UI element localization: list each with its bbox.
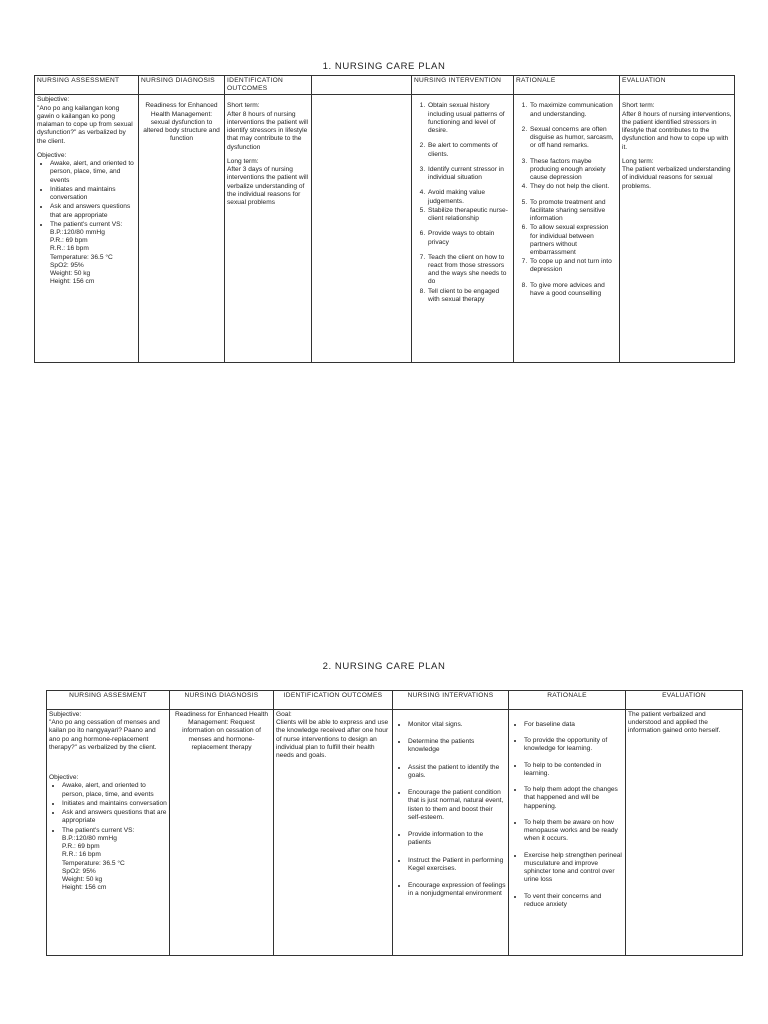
plan1-body-row bbox=[35, 95, 735, 363]
assessment-cell bbox=[47, 710, 170, 956]
rationale-item: 8. To give more advices and have a good counselling bbox=[529, 282, 617, 298]
vitals-heading: The patient's current VS: bbox=[50, 220, 123, 228]
rationale-item: • To vent their concerns and reduce anxiety bbox=[524, 893, 623, 909]
header-identification-outcomes: IDENTIFICATION OUTCOMES bbox=[274, 691, 393, 710]
intervention-item: 4. Avoid making value judgements. bbox=[427, 189, 511, 205]
evaluation-long-label: Long term: bbox=[622, 157, 654, 165]
vital-rr: R.R.: 16 bpm bbox=[50, 245, 89, 253]
rationale-item: • To help to be contended in learning. bbox=[524, 762, 623, 778]
header-nursing-diagnosis: NURSING DIAGNOSIS bbox=[139, 76, 225, 95]
intervention-item: 3. Identify current stressor in individual situation bbox=[427, 166, 511, 182]
intervention-item: 7. Teach the client on how to react from those stressors and the ways she needs to do bbox=[427, 254, 511, 287]
vital-temperature: Temperature: 36.5 °C bbox=[62, 859, 125, 867]
vital-height: Height: 156 cm bbox=[62, 884, 107, 892]
header-nursing-diagnosis: NURSING DIAGNOSIS bbox=[170, 691, 274, 710]
plan1-table bbox=[34, 75, 735, 363]
objective-label: Objective: bbox=[49, 774, 79, 782]
intervention-item: 5. Stabilize therapeutic nurse-client relationship bbox=[427, 207, 511, 223]
header-nursing-intervention: NURSING INTERVENTION bbox=[412, 76, 514, 95]
intervention-item: 8. Tell client to be engaged with sexual therapy bbox=[427, 288, 511, 304]
header-blank bbox=[312, 76, 412, 95]
intervention-list bbox=[414, 102, 511, 304]
intervention-item: • Assist the patient to identify the goals. bbox=[408, 764, 506, 780]
intervention-item: • Encourage the patient condition that is just normal, natural event, listen to them and boost their self-esteem. bbox=[408, 789, 506, 822]
vital-bp: B.P.:120/80 mmHg bbox=[50, 228, 105, 236]
rationale-item: 3. These factors maybe producing enough anxiety cause depression bbox=[529, 158, 617, 183]
objective-item bbox=[50, 221, 136, 287]
objective-item: • Initiates and maintains conversation bbox=[62, 800, 167, 808]
diagnosis-text: Readiness for Enhanced Health Management: Request information on cessation of menses and hormone-replacement therapy bbox=[174, 711, 269, 751]
vital-bp: B.P.:120/80 mmHg bbox=[62, 834, 117, 842]
evaluation-text: The patient verbalized and understood and applied the information gained onto herself. bbox=[628, 711, 721, 735]
diagnosis-text: Readiness for Enhanced Health Management: sexual dysfunction to altered body structure and function bbox=[143, 102, 220, 143]
vital-rr: R.R.: 16 bpm bbox=[62, 851, 101, 859]
intervention-item: • Provide information to the patients bbox=[408, 831, 506, 847]
interventions-cell bbox=[393, 710, 509, 956]
subjective-label: Subjective: bbox=[37, 96, 70, 104]
header-nursing-assessment: NURSING ASSESSMENT bbox=[35, 76, 139, 95]
diagnosis-cell bbox=[170, 710, 274, 956]
outcome-short-text: After 8 hours of nursing interventions the patient will identify stressors in lifestyle that may contribute to the dysfunction bbox=[227, 110, 309, 151]
vital-height: Height: 156 cm bbox=[50, 278, 95, 286]
outcome-long-text: After 3 days of nursing interventions the patient will verbalize understanding of the individual reasons for sexual problems bbox=[227, 166, 309, 207]
rationale-item: 5. To promote treatment and facilitate sharing sensitive information bbox=[529, 199, 617, 224]
intervention-item: • Instruct the Patient in performing Kegel exercises. bbox=[408, 857, 506, 873]
objective-item: • Awake, alert, and oriented to person, place, time, and events bbox=[62, 782, 167, 798]
intervention-item: • Encourage expression of feelings in a nonjudgmental environment bbox=[408, 882, 506, 898]
outcomes-cell bbox=[225, 95, 312, 363]
objective-item: • Initiates and maintains conversation bbox=[50, 186, 136, 202]
plan2-body-row bbox=[47, 710, 743, 956]
evaluation-cell bbox=[620, 95, 735, 363]
plan1-title: 1. NURSING CARE PLAN bbox=[322, 61, 446, 72]
goal-label: Goal: bbox=[276, 711, 292, 718]
objective-list bbox=[37, 160, 136, 287]
header-rationale: RATIONALE bbox=[514, 76, 620, 95]
vital-spo2: SpO2: 95% bbox=[62, 867, 96, 875]
rationale-item: 2. Sexual concerns are often disguise as humor, sarcasm, or off hand remarks. bbox=[529, 126, 617, 151]
outcome-short-label: Short term: bbox=[227, 102, 260, 110]
evaluation-short-label: Short term: bbox=[622, 102, 655, 110]
interventions-cell bbox=[412, 95, 514, 363]
rationale-item: • To help them be aware on how menopause works and be ready when it occurs. bbox=[524, 819, 623, 844]
evaluation-cell bbox=[626, 710, 743, 956]
intervention-item: 6. Provide ways to obtain privacy bbox=[427, 230, 511, 246]
vital-spo2: SpO2: 95% bbox=[50, 261, 84, 269]
subjective-label: Subjective: bbox=[49, 711, 82, 718]
plan1-header-row bbox=[35, 76, 735, 95]
header-rationale: RATIONALE bbox=[509, 691, 626, 710]
vitals-heading: The patient's current VS: bbox=[62, 826, 135, 834]
rationale-list bbox=[511, 721, 623, 909]
intervention-item: 2. Be alert to comments of clients. bbox=[427, 142, 511, 158]
rationale-item: 4. They do not help the client. bbox=[529, 183, 617, 191]
objective-item: • Ask and answers questions that are appropriate bbox=[62, 809, 167, 825]
rationale-item: • For baseline data bbox=[524, 721, 623, 729]
vital-pr: P.R.: 69 bpm bbox=[62, 843, 100, 851]
vital-weight: Weight: 50 kg bbox=[62, 875, 103, 883]
objective-item: • Ask and answers questions that are appropriate bbox=[50, 203, 136, 219]
header-nursing-intervations: NURSING INTERVATIONS bbox=[393, 691, 509, 710]
rationale-cell bbox=[509, 710, 626, 956]
plan2-header-row bbox=[47, 691, 743, 710]
rationale-item: 1. To maximize communication and understanding. bbox=[529, 102, 617, 118]
rationale-item: • To help them adopt the changes that happened and will be happening. bbox=[524, 786, 623, 811]
outcome-long-label: Long term: bbox=[227, 157, 259, 165]
header-nursing-assesment: NURSING ASSESMENT bbox=[47, 691, 170, 710]
rationale-item: • Exercise help strengthen perineal musculature and improve sphincter tone and control over urine loss bbox=[524, 852, 623, 885]
subjective-text: "Ano po ang cessation of menses and kailan po ito nangyayari? Paano and ano po ang hormone-replacement therapy?" as verbalized by the client. bbox=[49, 719, 160, 751]
intervention-list bbox=[395, 721, 506, 899]
plan2-title: 2. NURSING CARE PLAN bbox=[322, 661, 446, 672]
intervention-item: • Monitor vital signs. bbox=[408, 721, 506, 729]
objective-label: Objective: bbox=[37, 151, 67, 159]
header-identification-outcomes: IDENTIFICATION OUTCOMES bbox=[225, 76, 312, 95]
assessment-cell bbox=[35, 95, 139, 363]
rationale-item: • To provide the opportunity of knowledge for learning. bbox=[524, 737, 623, 753]
goal-text: Clients will be able to express and use the knowledge received after one hour of nurse interventions to design an individual plan to fulfill their health needs and goals. bbox=[276, 719, 389, 760]
diagnosis-cell bbox=[139, 95, 225, 363]
plan2-table bbox=[46, 690, 743, 956]
objective-item bbox=[62, 827, 167, 893]
intervention-item: 1. Obtain sexual history including usual patterns of functioning and level of desire. bbox=[427, 102, 511, 135]
objective-list bbox=[49, 782, 167, 892]
rationale-cell bbox=[514, 95, 620, 363]
blank-cell bbox=[312, 95, 412, 363]
rationale-item: 6. To allow sexual expression for individual between partners without embarrassment bbox=[529, 224, 617, 257]
evaluation-long-text: The patient verbalized understanding of individual reasons for sexual problems. bbox=[622, 166, 731, 190]
evaluation-short-text: After 8 hours of nursing interventions, the patient identified stressors in lifestyle that contributes to the dysfunction and how to cope up with it. bbox=[622, 110, 732, 151]
rationale-item: 7. To cope up and not turn into depression bbox=[529, 258, 617, 274]
header-evaluation: EVALUATION bbox=[626, 691, 743, 710]
subjective-text: "Ano po ang kailangan kong gawin o kailangan ko pong malaman to cope up from sexual dysfunction?" as verbalized by the client. bbox=[37, 104, 133, 145]
rationale-list bbox=[516, 102, 617, 298]
vital-pr: P.R.: 69 bpm bbox=[50, 237, 88, 245]
vital-temperature: Temperature: 36.5 °C bbox=[50, 253, 113, 261]
header-evaluation: EVALUATION bbox=[620, 76, 735, 95]
outcomes-cell bbox=[274, 710, 393, 956]
objective-item: • Awake, alert, and oriented to person, place, time, and events bbox=[50, 160, 136, 185]
intervention-item: • Determine the patients knowledge bbox=[408, 738, 506, 754]
vital-weight: Weight: 50 kg bbox=[50, 270, 91, 278]
